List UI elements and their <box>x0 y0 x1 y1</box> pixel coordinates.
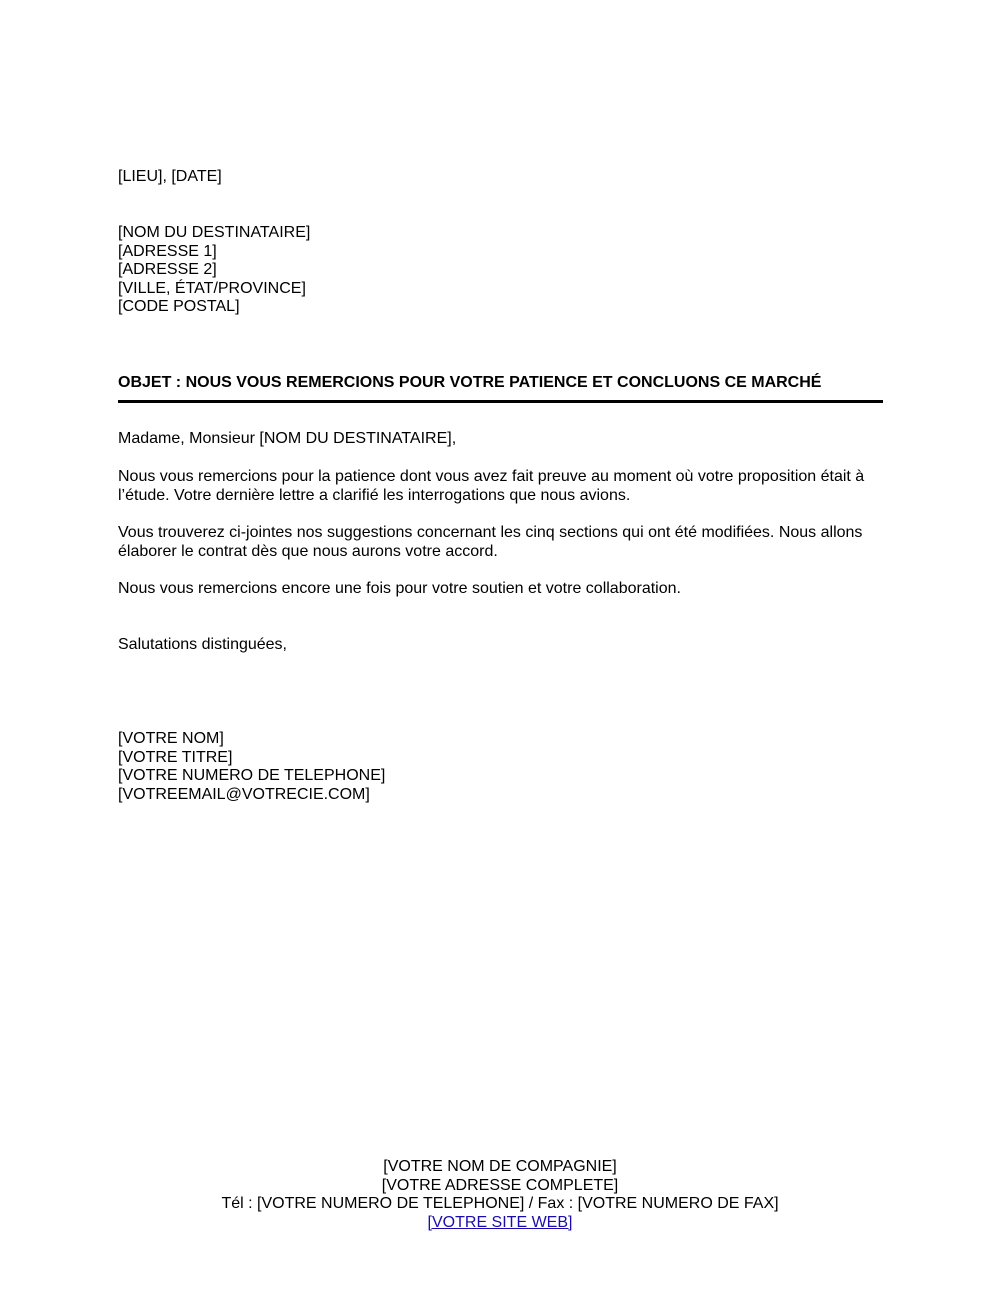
footer-contact: Tél : [VOTRE NUMERO DE TELEPHONE] / Fax : [VOTRE NUMERO DE FAX] <box>221 1195 779 1212</box>
recipient-address2: [ADRESSE 2] <box>118 261 217 278</box>
signature-title: [VOTRE TITRE] <box>118 748 233 766</box>
recipient-address1: [ADRESSE 1] <box>118 242 217 260</box>
subject-line: OBJET : NOUS VOUS REMERCIONS POUR VOTRE PATIENCE ET CONCLUONS CE MARCHÉ <box>118 374 822 391</box>
closing: Salutations distinguées, <box>118 636 287 653</box>
body-paragraph-1: Nous vous remercions pour la patience dont vous avez fait preuve au moment où votre proposition était à l’étude. Votre dernière lettre a clarifié les interrogations que nous avions. <box>118 468 865 504</box>
signature-phone: [VOTRE NUMERO DE TELEPHONE] <box>118 767 386 784</box>
recipient-city-state: [VILLE, ÉTAT/PROVINCE] <box>118 279 306 297</box>
footer-website-link[interactable]: [VOTRE SITE WEB] <box>427 1213 573 1231</box>
signature-email: [VOTREEMAIL@VOTRECIE.COM] <box>118 785 370 803</box>
body-paragraph-3: Nous vous remercions encore une fois pour votre soutien et votre collaboration. <box>118 580 681 597</box>
recipient-address-block <box>118 224 884 317</box>
signature-name: [VOTRE NOM] <box>118 730 224 747</box>
place-date-text: [LIEU], [DATE] <box>118 168 222 185</box>
subject-divider <box>118 400 883 403</box>
recipient-postal-code: [CODE POSTAL] <box>118 298 240 315</box>
signature-block <box>118 730 884 804</box>
salutation: Madame, Monsieur [NOM DU DESTINATAIRE], <box>118 430 457 447</box>
place-date <box>118 168 884 187</box>
footer-company: [VOTRE NOM DE COMPAGNIE] <box>383 1158 617 1175</box>
body-paragraph-2: Vous trouverez ci-jointes nos suggestions concernant les cinq sections qui ont été modifiées. Nous allons élaborer le contrat dès que nous aurons votre accord. <box>118 524 863 560</box>
footer-address: [VOTRE ADRESSE COMPLETE] <box>381 1176 619 1194</box>
recipient-name: [NOM DU DESTINATAIRE] <box>118 224 311 241</box>
letter-footer <box>0 1158 1000 1232</box>
